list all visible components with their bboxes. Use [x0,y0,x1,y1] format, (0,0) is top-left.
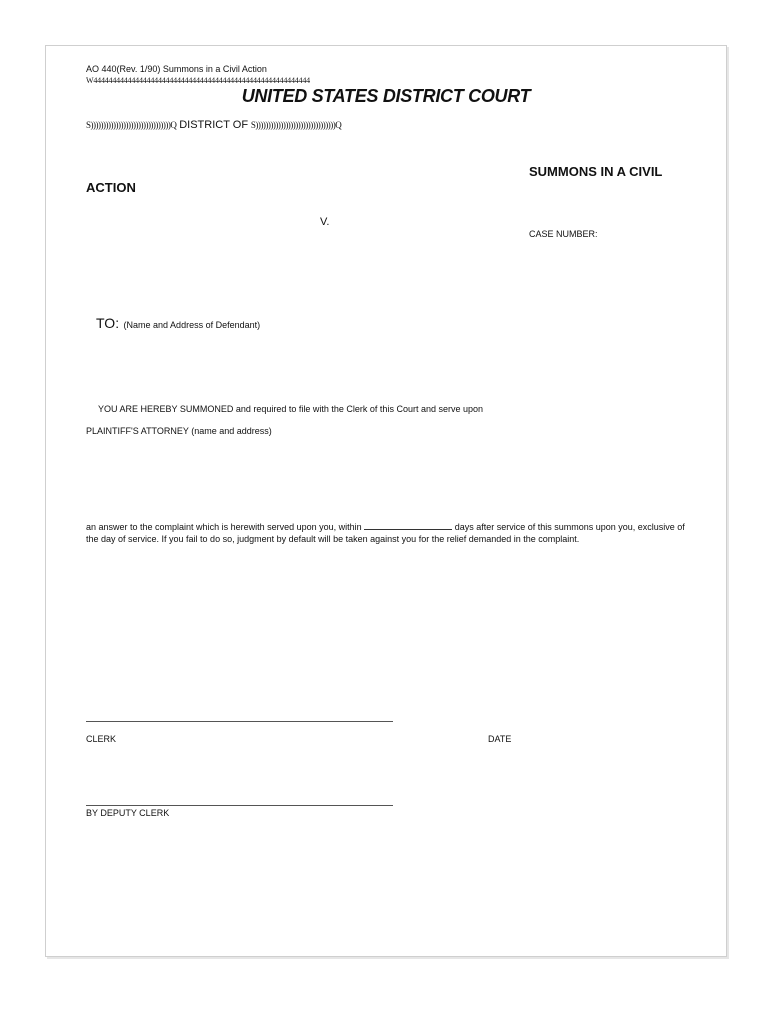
district-line [86,119,341,131]
deputy-clerk-label: BY DEPUTY CLERK [86,808,170,818]
summons-title: SUMMONS IN A CIVIL [529,164,663,179]
form-id: AO 440(Rev. 1/90) Summons in a Civil Action [86,64,267,74]
district-label: DISTRICT OF [179,119,249,131]
plaintiff-attorney-label: PLAINTIFF'S ATTORNEY (name and address) [86,426,272,436]
days-blank [364,520,452,530]
summons-title-action: ACTION [86,180,136,195]
date-label: DATE [488,734,512,744]
district-right-fill: S))))))))))))))))))))))))))))))))Q [250,120,342,130]
to-section [96,315,260,333]
answer-text-end: days after service of this summons upon you, exclusive of the day of service. If you fail to do so, judgment by default will be taken against you for the relief demanded in the complaint. [86,522,685,544]
defendant-address-label: (Name and Address of Defendant) [123,320,261,330]
deputy-signature-line [86,805,393,806]
hereby-summoned-text: YOU ARE HEREBY SUMMONED and required to file with the Clerk of this Court and serve upon [98,404,483,414]
versus-label: V. [320,216,330,228]
answer-paragraph [86,520,686,545]
court-title: UNITED STATES DISTRICT COURT [241,86,531,106]
form-rule-line: W444444444444444444444444444444444444444444444444444444444 [86,76,310,85]
clerk-signature-line [86,721,393,722]
answer-text-start: an answer to the complaint which is herewith served upon you, within [86,522,362,532]
to-label: TO: [96,315,120,331]
district-left-fill: S))))))))))))))))))))))))))))))))Q [86,120,177,130]
clerk-label: CLERK [86,734,117,744]
case-number-label: CASE NUMBER: [529,229,598,239]
document-page [45,45,727,957]
